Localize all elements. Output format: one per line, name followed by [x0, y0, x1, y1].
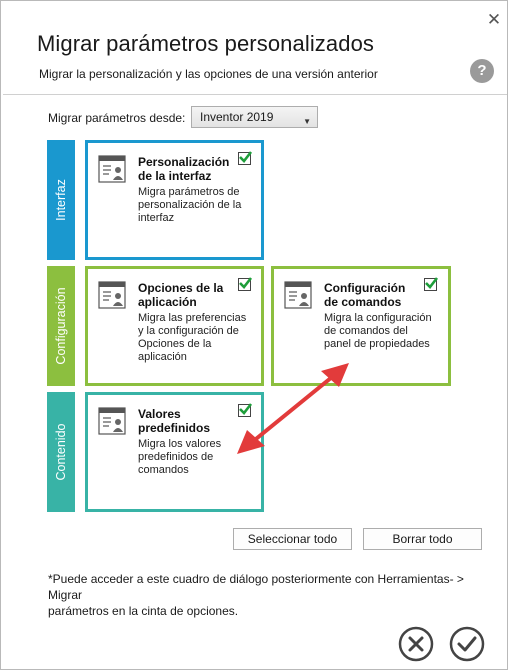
card-application-options[interactable]	[85, 266, 264, 386]
card-description-line: Migra los valores	[138, 438, 222, 450]
card-title-line: de comandos	[324, 295, 402, 309]
card-title-line: Personalización	[138, 155, 230, 169]
category-configuracion	[47, 266, 75, 386]
card-description-line: predefinidos de	[138, 451, 214, 463]
card-description-line: Migra las preferencias	[138, 312, 247, 324]
card-title	[138, 407, 210, 435]
card-description-line: Migra la configuración	[324, 312, 432, 324]
card-title-line: Opciones de la	[138, 281, 224, 295]
user-settings-icon	[284, 281, 312, 309]
card-description	[138, 312, 246, 364]
card-description-line: Opciones de la	[138, 338, 212, 350]
card-description-line: panel de propiedades	[324, 338, 430, 350]
checkbox-application-options[interactable]	[238, 278, 251, 291]
user-settings-icon	[98, 407, 126, 435]
card-description	[138, 438, 221, 477]
version-select-value: Inventor 2019	[200, 110, 274, 124]
card-title-line: de la interfaz	[138, 169, 212, 183]
card-description-line: personalización de la	[138, 199, 242, 211]
card-description	[138, 186, 241, 225]
card-description-line: de comandos del	[324, 325, 408, 337]
chevron-down-icon: ▼	[303, 117, 311, 126]
checkbox-interface[interactable]	[238, 152, 251, 165]
checkmark-icon	[238, 402, 253, 416]
card-title-line: Valores	[138, 407, 181, 421]
checkbox-command-settings[interactable]	[424, 278, 437, 291]
category-contenido-label: Contenido	[54, 423, 68, 481]
card-title-line: aplicación	[138, 295, 197, 309]
card-command-settings[interactable]	[271, 266, 451, 386]
user-settings-icon	[98, 281, 126, 309]
category-configuracion-label: Configuración	[54, 287, 68, 365]
user-settings-icon	[98, 155, 126, 183]
checkmark-icon	[424, 276, 439, 290]
footnote-line: parámetros en la cinta de opciones.	[48, 604, 239, 618]
category-interfaz-label: Interfaz	[54, 179, 68, 221]
help-icon[interactable]: ?	[470, 59, 494, 83]
card-description-line: Migra parámetros de	[138, 186, 240, 198]
dialog-title: Migrar parámetros personalizados	[37, 31, 375, 56]
card-description-line: y la configuración de	[138, 325, 239, 337]
card-description	[324, 312, 432, 351]
footnote-line: *Puede acceder a este cuadro de diálogo posteriormente con Herramientas- > Migrar	[48, 572, 464, 602]
dialog-subtitle: Migrar la personalización y las opciones de una versión anterior	[39, 67, 378, 81]
version-select[interactable]	[191, 106, 318, 128]
card-title-line: predefinidos	[138, 421, 211, 435]
card-description-line: comandos	[138, 464, 189, 476]
category-interfaz	[47, 140, 75, 260]
migrate-from-label: Migrar parámetros desde:	[48, 111, 186, 125]
footnote-text	[48, 571, 498, 619]
checkbox-default-values[interactable]	[238, 404, 251, 417]
card-title	[324, 281, 405, 309]
checkmark-icon	[238, 276, 253, 290]
card-description-line: aplicación	[138, 351, 187, 363]
category-contenido	[47, 392, 75, 512]
close-icon[interactable]: ✕	[486, 10, 502, 29]
clear-all-button[interactable]: Borrar todo	[363, 528, 482, 550]
ok-circle-icon[interactable]	[449, 626, 485, 662]
card-default-values[interactable]	[85, 392, 264, 512]
card-description-line: interfaz	[138, 212, 175, 224]
cancel-circle-icon[interactable]	[398, 626, 434, 662]
select-all-button[interactable]: Seleccionar todo	[233, 528, 352, 550]
card-interface-customization[interactable]	[85, 140, 264, 260]
card-title	[138, 155, 229, 183]
card-title-line: Configuración	[324, 281, 406, 295]
checkmark-icon	[238, 150, 253, 164]
card-title	[138, 281, 223, 309]
header-divider	[3, 94, 507, 95]
